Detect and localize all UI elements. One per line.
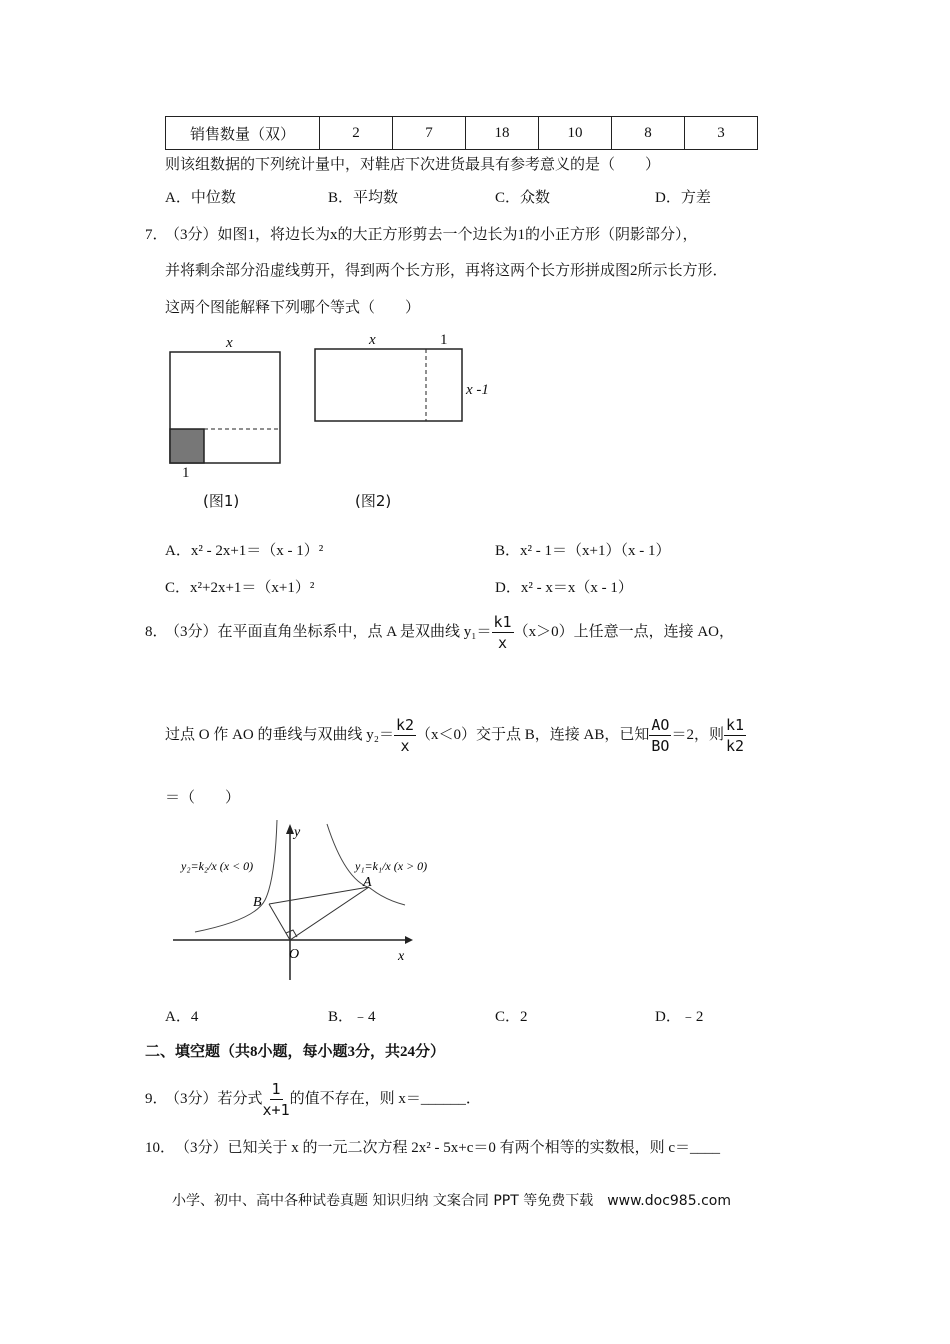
fig2-caption: (图2)	[355, 492, 392, 510]
table-cell: 7	[393, 117, 466, 150]
table-cell: 2	[320, 117, 393, 150]
point-b-label: B	[253, 895, 262, 910]
numerator: k1	[725, 716, 745, 735]
q6-option-b: B．平均数	[328, 190, 399, 206]
q6-option-c: C．众数	[495, 190, 551, 206]
q7-line3: 这两个图能解释下列哪个等式（ ）	[165, 300, 421, 316]
q7-line2: 并将剩余部分沿虚线剪开，得到两个长方形，再将这两个长方形拼成图2所示长方形．	[165, 263, 728, 279]
q9-text-start: （3分）若分式	[165, 1091, 263, 1107]
denominator: x+1	[262, 1101, 290, 1120]
q8-option-b: B．﹣4	[328, 1009, 376, 1025]
curve-y2	[195, 820, 277, 932]
section-heading: 二、填空题（共8小题，每小题3分，共24分）	[145, 1044, 446, 1060]
origin-label: O	[289, 947, 300, 962]
fraction-1-x1	[263, 1079, 290, 1120]
q8-line3: ＝（ ）	[165, 790, 241, 806]
q8-number: 8．	[145, 624, 168, 640]
denominator: BO	[651, 737, 670, 756]
q7-option-d: D．x² - x＝x（x - 1）	[495, 580, 633, 596]
fraction-k2-x	[394, 715, 416, 756]
q8-line2-text: 过点 O 作 AO 的垂线与双曲线 y₂＝	[165, 727, 394, 743]
table-cell: 8	[612, 117, 685, 150]
q9-text	[165, 1077, 481, 1121]
y-axis-arrow	[286, 824, 294, 834]
curve2-label: y₂=k₂/x (x < 0)	[181, 859, 254, 873]
q8-line2-text-end: ＝2，则	[671, 727, 724, 743]
denominator: x	[400, 737, 410, 756]
q8-line1-text-end: （x＞0）上任意一点，连接 AO，	[513, 624, 734, 640]
q9-number: 9．	[145, 1091, 168, 1107]
y-label: y	[294, 825, 301, 840]
q7-number: 7．	[145, 227, 168, 243]
numerator: AO	[651, 716, 670, 735]
q8-option-c: C．2	[495, 1009, 528, 1025]
x-axis-arrow	[405, 936, 413, 944]
q6-option-a: A．中位数	[165, 190, 236, 206]
point-a-label: A	[363, 875, 372, 890]
denominator: x	[498, 634, 508, 653]
q8-line2	[165, 713, 746, 757]
table-cell: 18	[466, 117, 539, 150]
q7-option-b: B．x² - 1＝（x+1）（x - 1）	[495, 543, 671, 559]
x-label: x	[398, 949, 405, 964]
fraction-k1-x	[492, 612, 514, 653]
fraction-ao-bo	[649, 715, 671, 756]
footer-text: 小学、初中、高中各种试卷真题 知识归纳 文案合同 PPT 等免费下载 www.doc985.com	[172, 1193, 731, 1209]
table-cell: 10	[539, 117, 612, 150]
hyperbola-graph	[165, 820, 465, 990]
fig1-caption: (图1)	[203, 492, 240, 510]
denominator: k2	[725, 737, 745, 756]
q10-number: 10．	[145, 1140, 176, 1156]
fig2-top-label: x	[369, 332, 376, 348]
q7-option-c: C．x²+2x+1＝（x+1）²	[165, 580, 315, 596]
fig2-top-right-label: 1	[440, 332, 448, 348]
q9-text-end: 的值不存在，则 x＝______．	[289, 1091, 481, 1107]
fraction-k1-k2	[724, 715, 746, 756]
q8-line1-text: （3分）在平面直角坐标系中，点 A 是双曲线 y₁＝	[165, 624, 492, 640]
q10-text: （3分）已知关于 x 的一元二次方程 2x² - 5x+c＝0 有两个相等的实数根，则 c＝____	[175, 1140, 721, 1156]
numerator: k2	[395, 716, 415, 735]
numerator: k1	[493, 613, 512, 632]
q6-option-d: D．方差	[655, 190, 711, 206]
triangle-oab	[269, 887, 369, 940]
q7-option-a: A．x² - 2x+1＝（x - 1）²	[165, 543, 324, 559]
q8-line2-text-mid: （x＜0）交于点 B，连接 AB，已知	[416, 727, 650, 743]
q7-line1: （3分）如图1，将边长为x的大正方形剪去一个边长为1的小正方形（阴影部分），	[165, 227, 698, 243]
numerator: 1	[271, 1080, 281, 1099]
fig2-side-label: x -1	[466, 382, 489, 398]
sales-table	[165, 116, 758, 150]
q8-line1	[165, 610, 734, 654]
table-cell: 3	[685, 117, 758, 150]
curve1-label: y₁=k₁/x (x > 0)	[355, 859, 428, 873]
q8-option-a: A．4	[165, 1009, 199, 1025]
q6-stem: 则该组数据的下列统计量中，对鞋店下次进货最具有参考意义的是（ ）	[165, 157, 661, 173]
fig1-shaded-square	[170, 429, 204, 463]
fig2-rectangle	[315, 349, 462, 421]
fig1-top-label: x	[226, 335, 233, 351]
table-header: 销售数量（双）	[166, 117, 320, 150]
fig1-bottom-label: 1	[182, 465, 190, 481]
q8-option-d: D．﹣2	[655, 1009, 704, 1025]
